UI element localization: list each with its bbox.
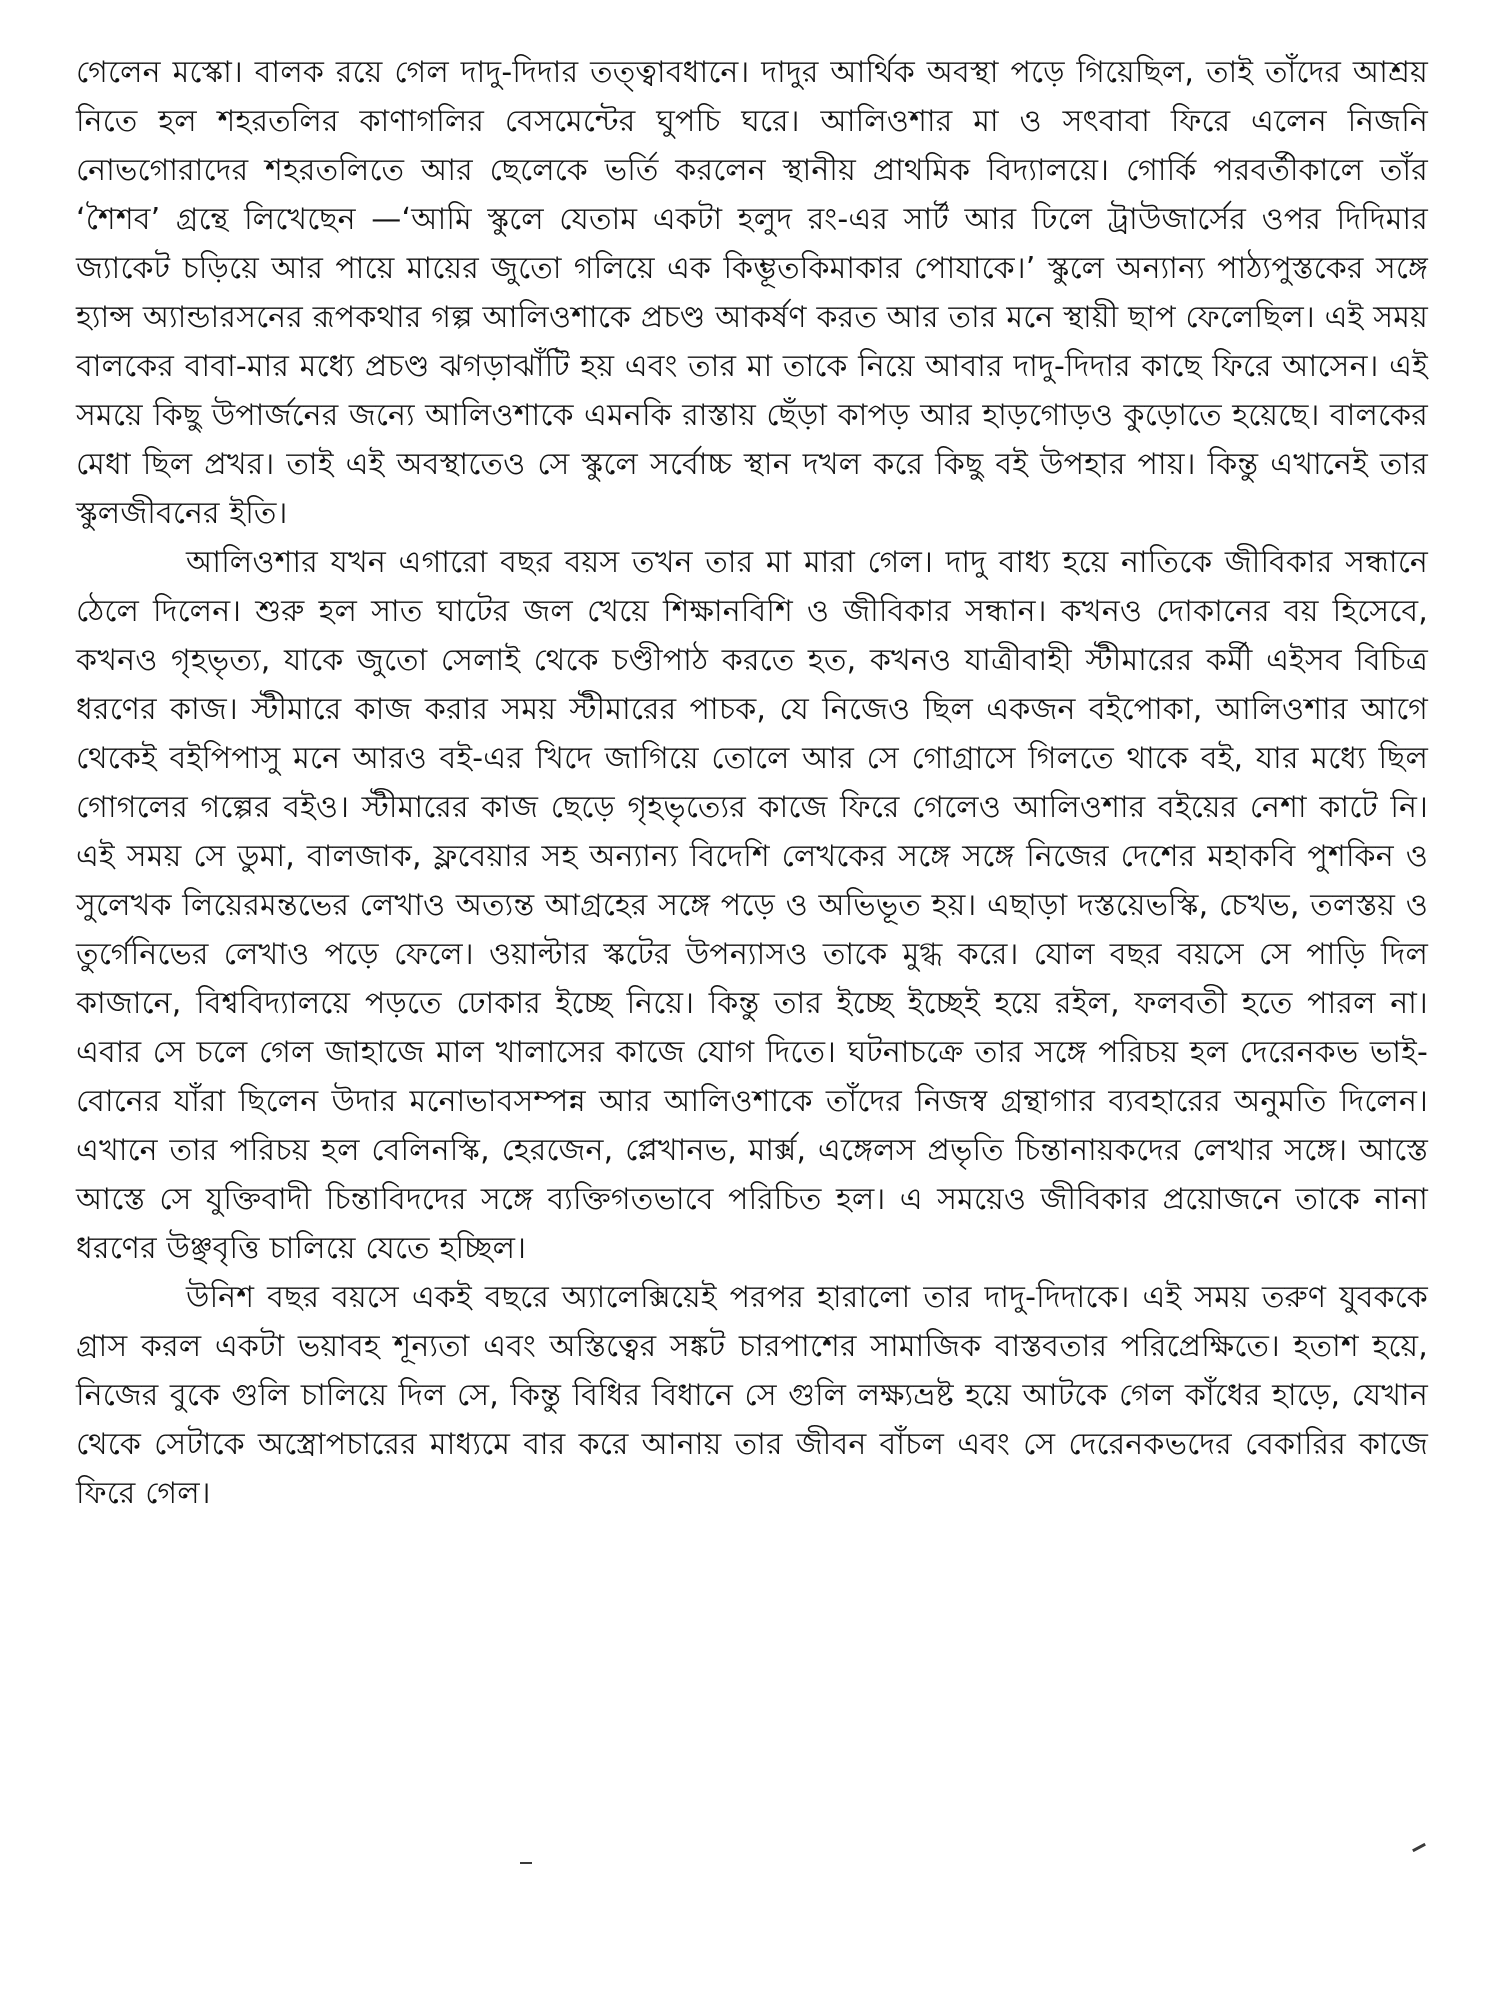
scan-speck-right bbox=[1412, 1843, 1426, 1852]
scan-speck-left bbox=[520, 1862, 532, 1864]
paragraph-3: উনিশ বছর বয়সে একই বছরে অ্যালেক্সিয়েই পরপর হারালো তার দাদু-দিদাকে। এই সময় তরুণ যুবককে গ্রাস করল একটা ভয়াবহ শূন্যতা এবং অস্তিত্বের সঙ্কট চারপাশের সামাজিক বাস্তবতার পরিপ্রেক্ষিতে। হতাশ হয়ে, নিজের বুকে গুলি চালিয়ে দিল সে, কিন্তু বিধির বিধানে সে গুলি লক্ষ্যভ্রষ্ট হয়ে আটকে গেল কাঁধের হাড়ে, যেখান থেকে সেটাকে অস্ত্রোপচারের মাধ্যমে বার করে আনায় তার জীবন বাঁচল এবং সে দেরেনকভদের বেকারির কাজে ফিরে গেল। bbox=[76, 1280, 1428, 1511]
paragraph-1: গেলেন মস্কো। বালক রয়ে গেল দাদু-দিদার তত্ত্বাবধানে। দাদুর আর্থিক অবস্থা পড়ে গিয়েছিল, তাই তাঁদের আশ্রয় নিতে হল শহরতলির কাণাগলির বেসমেন্টের ঘুপচি ঘরে। আলিওশার মা ও সৎবাবা ফিরে এলেন নিজনি নোভগোরাদের শহরতলিতে আর ছেলেকে ভর্তি করলেন স্থানীয় প্রাথমিক বিদ্যালয়ে। গোর্কি পরবর্তীকালে তাঁর ‘শৈশব’ গ্রন্থে লিখেছেন —‘আমি স্কুলে যেতাম একটা হলুদ রং-এর সার্ট আর ঢিলে ট্রাউজার্সের ওপর দিদিমার জ্যাকেট চড়িয়ে আর পায়ে মায়ের জুতো গলিয়ে এক কিম্ভূতকিমাকার পোযাকে।’ স্কুলে অন্যান্য পাঠ্যপুস্তকের সঙ্গে হ্যান্স অ্যান্ডারসনের রূপকথার গল্প আলিওশাকে প্রচণ্ড আকর্ষণ করত আর তার মনে স্থায়ী ছাপ ফেলেছিল। এই সময় বালকের বাবা-মার মধ্যে প্রচণ্ড ঝগড়াঝাঁটি হয় এবং তার মা তাকে নিয়ে আবার দাদু-দিদার কাছে ফিরে আসেন। এই সময়ে কিছু উপার্জনের জন্যে আলিওশাকে এমনকি রাস্তায় ছেঁড়া কাপড় আর হাড়গোড়ও কুড়োতে হয়েছে। বালকের মেধা ছিল প্রখর। তাই এই অবস্থাতেও সে স্কুলে সর্বোচ্চ স্থান দখল করে কিছু বই উপহার পায়। কিন্তু এখানেই তার স্কুলজীবনের ইতি। bbox=[76, 55, 1428, 531]
paragraph-2: আলিওশার যখন এগারো বছর বয়স তখন তার মা মারা গেল। দাদু বাধ্য হয়ে নাতিকে জীবিকার সন্ধানে ঠেলে দিলেন। শুরু হল সাত ঘাটের জল খেয়ে শিক্ষানবিশি ও জীবিকার সন্ধান। কখনও দোকানের বয় হিসেবে, কখনও গৃহভৃত্য, যাকে জুতো সেলাই থেকে চণ্ডীপাঠ করতে হত, কখনও যাত্রীবাহী স্টীমারের কর্মী এইসব বিচিত্র ধরণের কাজ। স্টীমারে কাজ করার সময় স্টীমারের পাচক, যে নিজেও ছিল একজন বইপোকা, আলিওশার আগে থেকেই বইপিপাসু মনে আরও বই-এর খিদে জাগিয়ে তোলে আর সে গোগ্রাসে গিলতে থাকে বই, যার মধ্যে ছিল গোগলের গল্পের বইও। স্টীমারের কাজ ছেড়ে গৃহভৃত্যের কাজে ফিরে গেলেও আলিওশার বইয়ের নেশা কাটে নি। এই সময় সে ডুমা, বালজাক, ফ্লবেয়ার সহ অন্যান্য বিদেশি লেখকের সঙ্গে সঙ্গে নিজের দেশের মহাকবি পুশকিন ও সুলেখক লিয়েরমন্তভের লেখাও অত্যন্ত আগ্রহের সঙ্গে পড়ে ও অভিভূত হয়। এছাড়া দস্তয়েভস্কি, চেখভ, তলস্তয় ও তুর্গেনিভের লেখাও পড়ে ফেলে। ওয়াল্টার স্কটের উপন্যাসও তাকে মুগ্ধ করে। যোল বছর বয়সে সে পাড়ি দিল কাজানে, বিশ্ববিদ্যালয়ে পড়তে ঢোকার ইচ্ছে নিয়ে। কিন্তু তার ইচ্ছে ইচ্ছেই হয়ে রইল, ফলবতী হতে পারল না। এবার সে চলে গেল জাহাজে মাল খালাসের কাজে যোগ দিতে। ঘটনাচক্রে তার সঙ্গে পরিচয় হল দেরেনকভ ভাই-বোনের যাঁরা ছিলেন উদার মনোভাবসম্পন্ন আর আলিওশাকে তাঁদের নিজস্ব গ্রন্থাগার ব্যবহারের অনুমতি দিলেন। এখানে তার পরিচয় হল বেলিনস্কি, হেরজেন, প্লেখানভ, মার্ক্স, এঙ্গেলস প্রভৃতি চিন্তানায়কদের লেখার সঙ্গে। আস্তে আস্তে সে যুক্তিবাদী চিন্তাবিদদের সঙ্গে ব্যক্তিগতভাবে পরিচিত হল। এ সময়েও জীবিকার প্রয়োজনে তাকে নানা ধরণের উঞ্ছবৃত্তি চালিয়ে যেতে হচ্ছিল। bbox=[76, 545, 1428, 1266]
body-text bbox=[76, 48, 1428, 1518]
